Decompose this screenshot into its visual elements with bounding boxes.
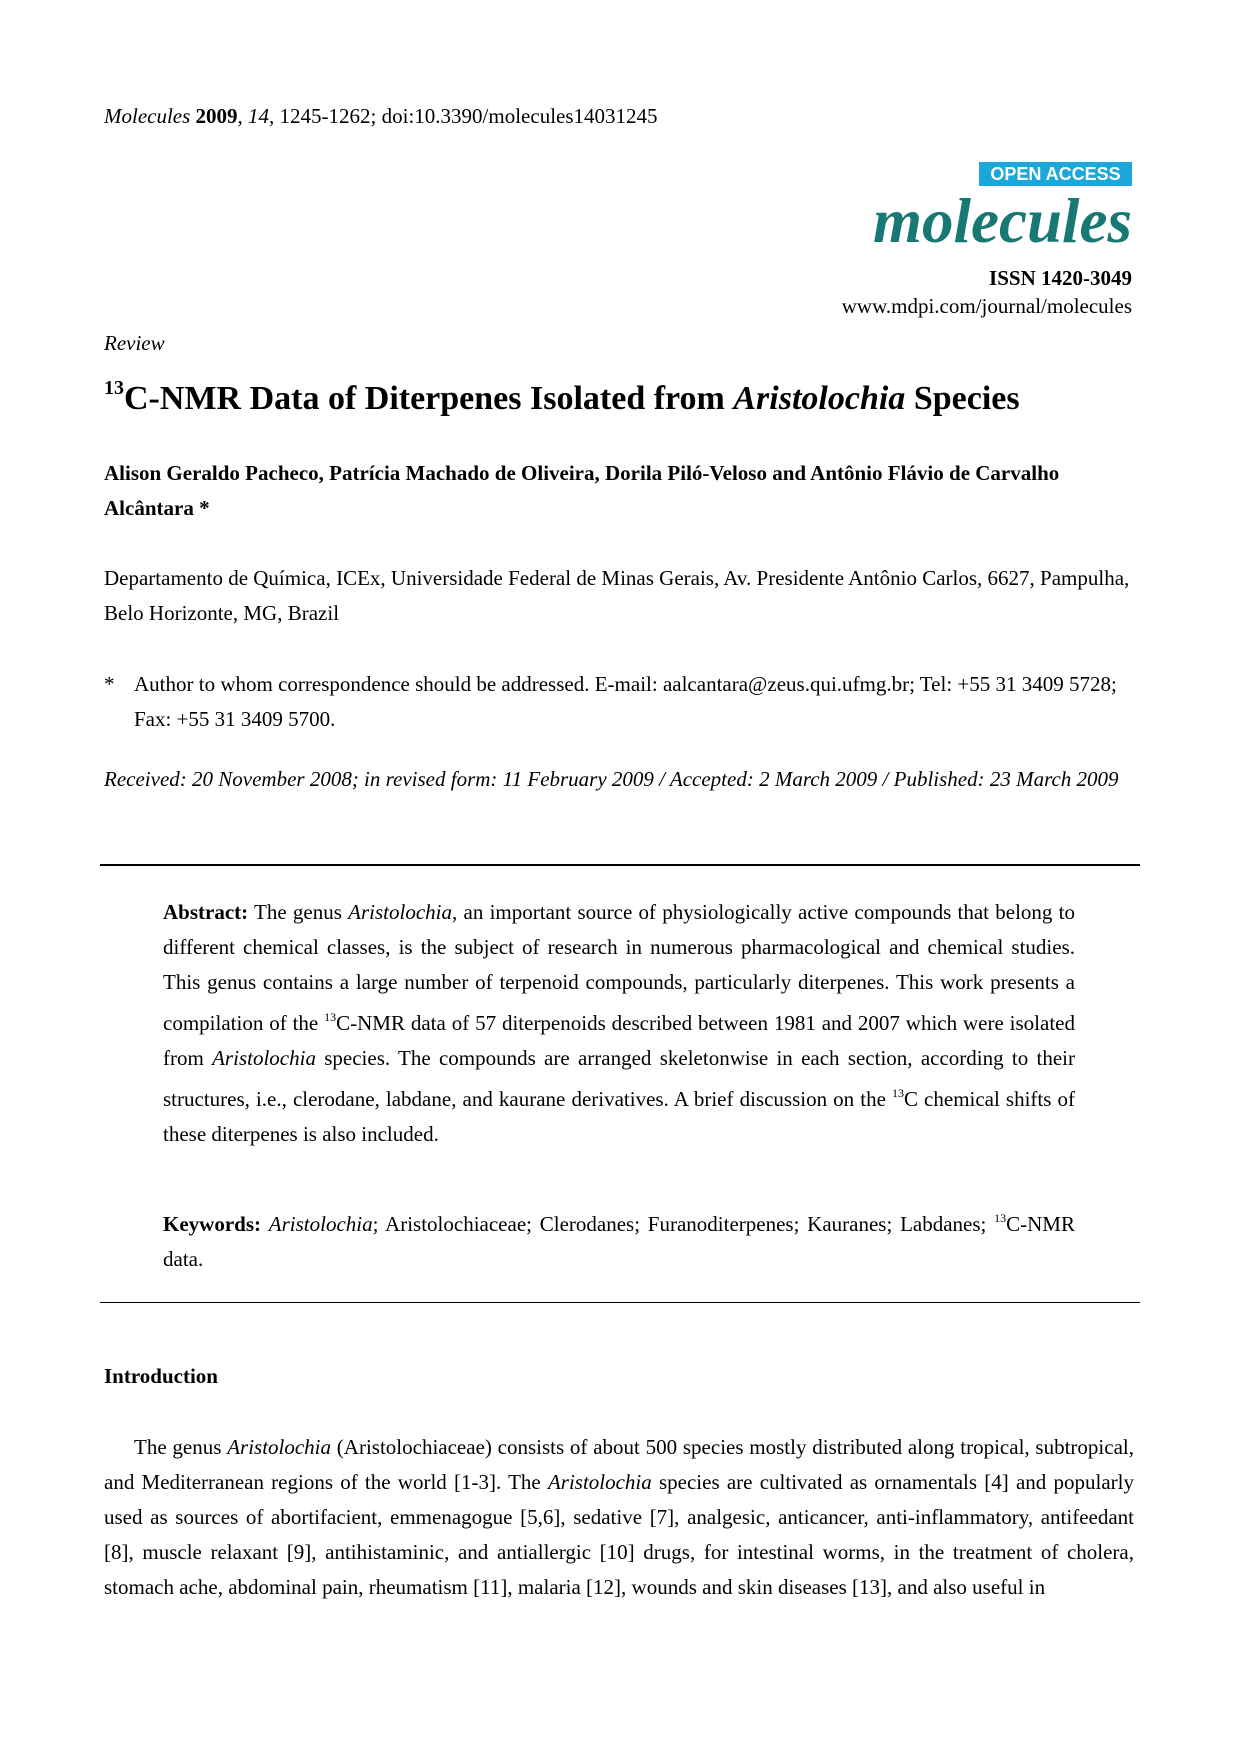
article-type: Review bbox=[104, 331, 165, 355]
citation-journal: Molecules bbox=[104, 104, 191, 128]
abstract-text: C-NMR data of 57 diterpenoids described between 1981 and 2007 which were isolated from bbox=[163, 1011, 1075, 1070]
keywords bbox=[163, 1201, 1075, 1277]
intro-text: species are cultivated as ornamentals [4] and popularly used as sources of abortifacient, emmenagogue [5,6], sedative [7], analgesic, anticancer, anti-inflammatory, antifeedant [8], muscle relaxant [9], antihistaminic, and antiallergic [10] drugs, for intestinal worms, in the treatment of cholera, stomach ache, abdominal pain, rheumatism [11], malaria [12], wounds and skin diseases [13], and also useful in bbox=[104, 1470, 1134, 1599]
section-heading: Introduction bbox=[104, 1364, 218, 1388]
title-part1: C-NMR Data of Diterpenes Isolated from bbox=[124, 380, 734, 417]
correspondence-star: * bbox=[104, 672, 115, 696]
abstract bbox=[163, 895, 1075, 1152]
correspondence bbox=[104, 667, 1144, 737]
correspondence-text: Author to whom correspondence should be addressed. E-mail: aalcantara@zeus.qui.ufmg.br; Tel: +55 31 3409 5728; Fax: +55 31 3409 5700. bbox=[134, 672, 1117, 731]
citation-sep: , bbox=[237, 104, 249, 128]
intro-text: (Aristolochiaceae) consists of about 500 species mostly distributed along tropical, subtropical, and Mediterranean regions of the world [1-3]. The bbox=[104, 1435, 1134, 1494]
abstract-sup: 13 bbox=[324, 1010, 337, 1024]
abstract-label: Abstract: bbox=[163, 900, 249, 924]
divider-bottom bbox=[100, 1302, 1140, 1303]
journal-logo: molecules bbox=[873, 186, 1132, 256]
abstract-genus: Aristolochia bbox=[212, 1046, 316, 1070]
citation-year: 2009 bbox=[195, 104, 238, 128]
abstract-genus: Aristolochia bbox=[348, 900, 453, 924]
title-sup: 13 bbox=[104, 377, 124, 399]
title-italic: Aristolochia bbox=[733, 380, 906, 417]
citation-volume: 14, bbox=[248, 104, 275, 128]
introduction-paragraph bbox=[104, 1430, 1134, 1605]
divider-top bbox=[100, 864, 1140, 866]
keywords-text: C-NMR data. bbox=[163, 1212, 1075, 1271]
intro-text: The genus bbox=[134, 1435, 228, 1459]
citation-doi: 1245-1262; doi:10.3390/molecules14031245 bbox=[274, 104, 658, 128]
abstract-sup: 13 bbox=[891, 1086, 904, 1100]
journal-citation bbox=[104, 104, 658, 129]
keywords-label: Keywords: bbox=[163, 1212, 261, 1236]
issn: ISSN 1420-3049 bbox=[989, 266, 1132, 290]
abstract-text: C chemical shifts of these diterpenes is also included. bbox=[163, 1087, 1075, 1146]
publication-dates: Received: 20 November 2008; in revised form: 11 February 2009 / Accepted: 2 March 2009 / Published: 23 March 2009 bbox=[104, 767, 1119, 791]
article-title bbox=[104, 377, 1020, 418]
open-access-badge: OPEN ACCESS bbox=[979, 162, 1132, 186]
abstract-text: , an important source of physiologically active compounds that belong to different chemical classes, is the subject of research in numerous pharmacological and chemical studies. This genus contains a large number of terpenoid compounds, particularly diterpenes. This work presents a compilation of the bbox=[163, 900, 1075, 1035]
affiliation: Departamento de Química, ICEx, Universidade Federal de Minas Gerais, Av. Presidente Antônio Carlos, 6627, Pampulha, Belo Horizonte, MG, Brazil bbox=[104, 566, 1130, 625]
abstract-text: species. The compounds are arranged skeletonwise in each section, according to their structures, i.e., clerodane, labdane, and kaurane derivatives. A brief discussion on the bbox=[163, 1046, 1075, 1111]
intro-genus: Aristolochia bbox=[227, 1435, 332, 1459]
keywords-sup: 13 bbox=[994, 1211, 1007, 1225]
title-part2: Species bbox=[905, 380, 1020, 417]
intro-genus: Aristolochia bbox=[547, 1470, 652, 1494]
abstract-text: The genus bbox=[248, 900, 349, 924]
keywords-text: ; Aristolochiaceae; Clerodanes; Furanoditerpenes; Kauranes; Labdanes; bbox=[372, 1212, 995, 1236]
journal-url[interactable]: www.mdpi.com/journal/molecules bbox=[841, 294, 1132, 318]
keyword-genus: Aristolochia bbox=[268, 1212, 373, 1236]
authors: Alison Geraldo Pacheco, Patrícia Machado de Oliveira, Dorila Piló-Veloso and Antônio Flávio de Carvalho Alcântara * bbox=[104, 461, 1060, 520]
